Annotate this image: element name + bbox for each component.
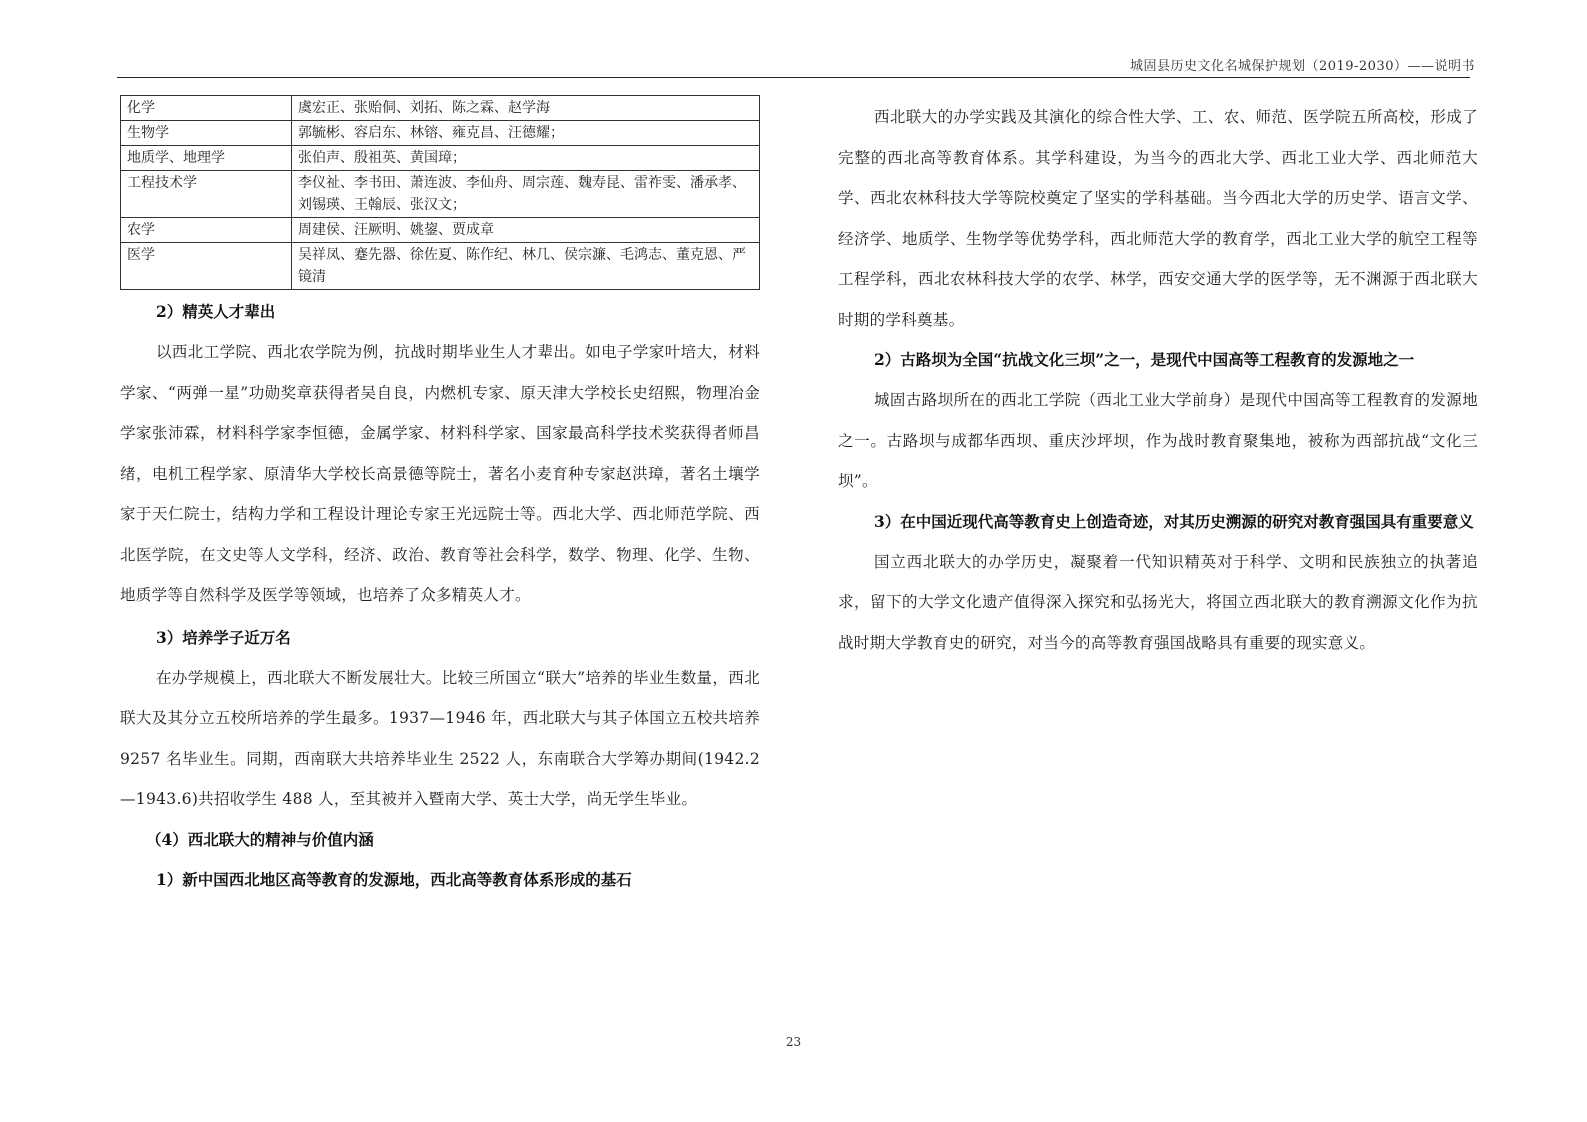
heading-elite-talents: 2）精英人才辈出 <box>156 302 276 321</box>
table-row <box>121 96 760 121</box>
table-row <box>121 121 760 146</box>
scholars-cell: 张伯声、殷祖英、黄国璋； <box>292 146 760 171</box>
scholars-cell: 李仪祉、李书田、萧连波、李仙舟、周宗莲、魏寿昆、雷祚雯、潘承孝、刘锡瑛、王翰辰、张汉文； <box>292 171 760 218</box>
discipline-cell: 工程技术学 <box>121 171 292 218</box>
table-row <box>121 146 760 171</box>
scholars-cell: 周建侯、汪厥明、姚鋆、贾成章 <box>292 218 760 243</box>
heading-origin: 1）新中国西北地区高等教育的发源地，西北高等教育体系形成的基石 <box>156 869 632 889</box>
discipline-cell: 农学 <box>121 218 292 243</box>
discipline-scholars-table <box>120 95 760 290</box>
discipline-cell: 生物学 <box>121 121 292 146</box>
heading-spirit-value: （4）西北联大的精神与价值内涵 <box>146 829 374 849</box>
page-number: 23 <box>785 1035 802 1049</box>
document-header-title: 城固县历史文化名城保护规划（2019-2030）——说明书 <box>1129 59 1475 74</box>
table-row <box>121 171 760 218</box>
left-column <box>120 95 760 900</box>
table-row <box>121 243 760 290</box>
discipline-cell: 化学 <box>121 96 292 121</box>
discipline-cell: 地质学、地理学 <box>121 146 292 171</box>
heading-students: 3）培养学子近万名 <box>156 627 291 647</box>
table-row <box>121 218 760 243</box>
paragraph-education-system: 西北联大的办学实践及其演化的综合性大学、工、农、师范、医学院五所高校，形成了完整的西北高等教育体系。其学科建设，为当今的西北大学、西北工业大学、西北师范大学、西北农林科技大学等院校奠定了坚实的学科基础。当今西北大学的历史学、语言文学、经济学、地质学、生物学等优势学科，西北师范大学的教育学，西北工业大学的航空工程等工程学科，西北农林科技大学的农学、林学，西安交通大学的医学等，无不渊源于西北联大时期的学科奠基。 <box>838 108 1478 329</box>
header-divider <box>117 77 1470 78</box>
paragraph-students: 在办学规模上，西北联大不断发展壮大。比较三所国立“联大”培养的毕业生数量，西北联大及其分立五校所培养的学生最多。1937—1946 年，西北联大与其子体国立五校共培养 9257 名毕业生。同期，西南联大共培养毕业生 2522 人，东南联合大学筹办期间(1942.2—1943.6)共招收学生 488 人，至其被并入暨南大学、英士大学，尚无学生毕业。 <box>120 668 760 808</box>
scholars-cell: 虞宏正、张贻侗、刘拓、陈之霖、赵学海 <box>292 96 760 121</box>
heading-gulu-dam: 2）古路坝为全国“抗战文化三坝”之一，是现代中国高等工程教育的发源地之一 <box>874 350 1415 369</box>
paragraph-gulu-dam: 城固古路坝所在的西北工学院（西北工业大学前身）是现代中国高等工程教育的发源地之一。古路坝与成都华西坝、重庆沙坪坝，作为战时教育聚集地，被称为西部抗战“文化三坝”。 <box>838 391 1478 490</box>
paragraph-miracle: 国立西北联大的办学历史，凝聚着一代知识精英对于科学、文明和民族独立的执著追求，留下的大学文化遗产值得深入探究和弘扬光大，将国立西北联大的教育溯源文化作为抗战时期大学教育史的研究，对当今的高等教育强国战略具有重要的现实意义。 <box>838 552 1478 652</box>
scholars-cell: 郭毓彬、容启东、林镕、雍克昌、汪德耀； <box>292 121 760 146</box>
scholars-cell: 吴祥凤、蹇先器、徐佐夏、陈作纪、林几、侯宗濂、毛鸿志、董克恩、严镜清 <box>292 243 760 290</box>
discipline-cell: 医学 <box>121 243 292 290</box>
right-column <box>838 97 1478 663</box>
paragraph-elite-talents: 以西北工学院、西北农学院为例，抗战时期毕业生人才辈出。如电子学家叶培大，材料学家、“两弹一星”功勋奖章获得者吴自良，内燃机专家、原天津大学校长史绍熙，物理冶金学家张沛霖，材料科学家李恒德，金属学家、材料科学家、国家最高科学技术奖获得者师昌绪，电机工程学家、原清华大学校长高景德等院士，著名小麦育种专家赵洪璋，著名土壤学家于天仁院士，结构力学和工程设计理论专家王光远院士等。西北大学、西北师范学院、西北医学院，在文史等人文学科，经济、政治、教育等社会科学，数学、物理、化学、生物、地质学等自然科学及医学等领域，也培养了众多精英人才。 <box>120 343 760 604</box>
heading-miracle: 3）在中国近现代高等教育史上创造奇迹，对其历史溯源的研究对教育强国具有重要意义 <box>874 511 1474 531</box>
